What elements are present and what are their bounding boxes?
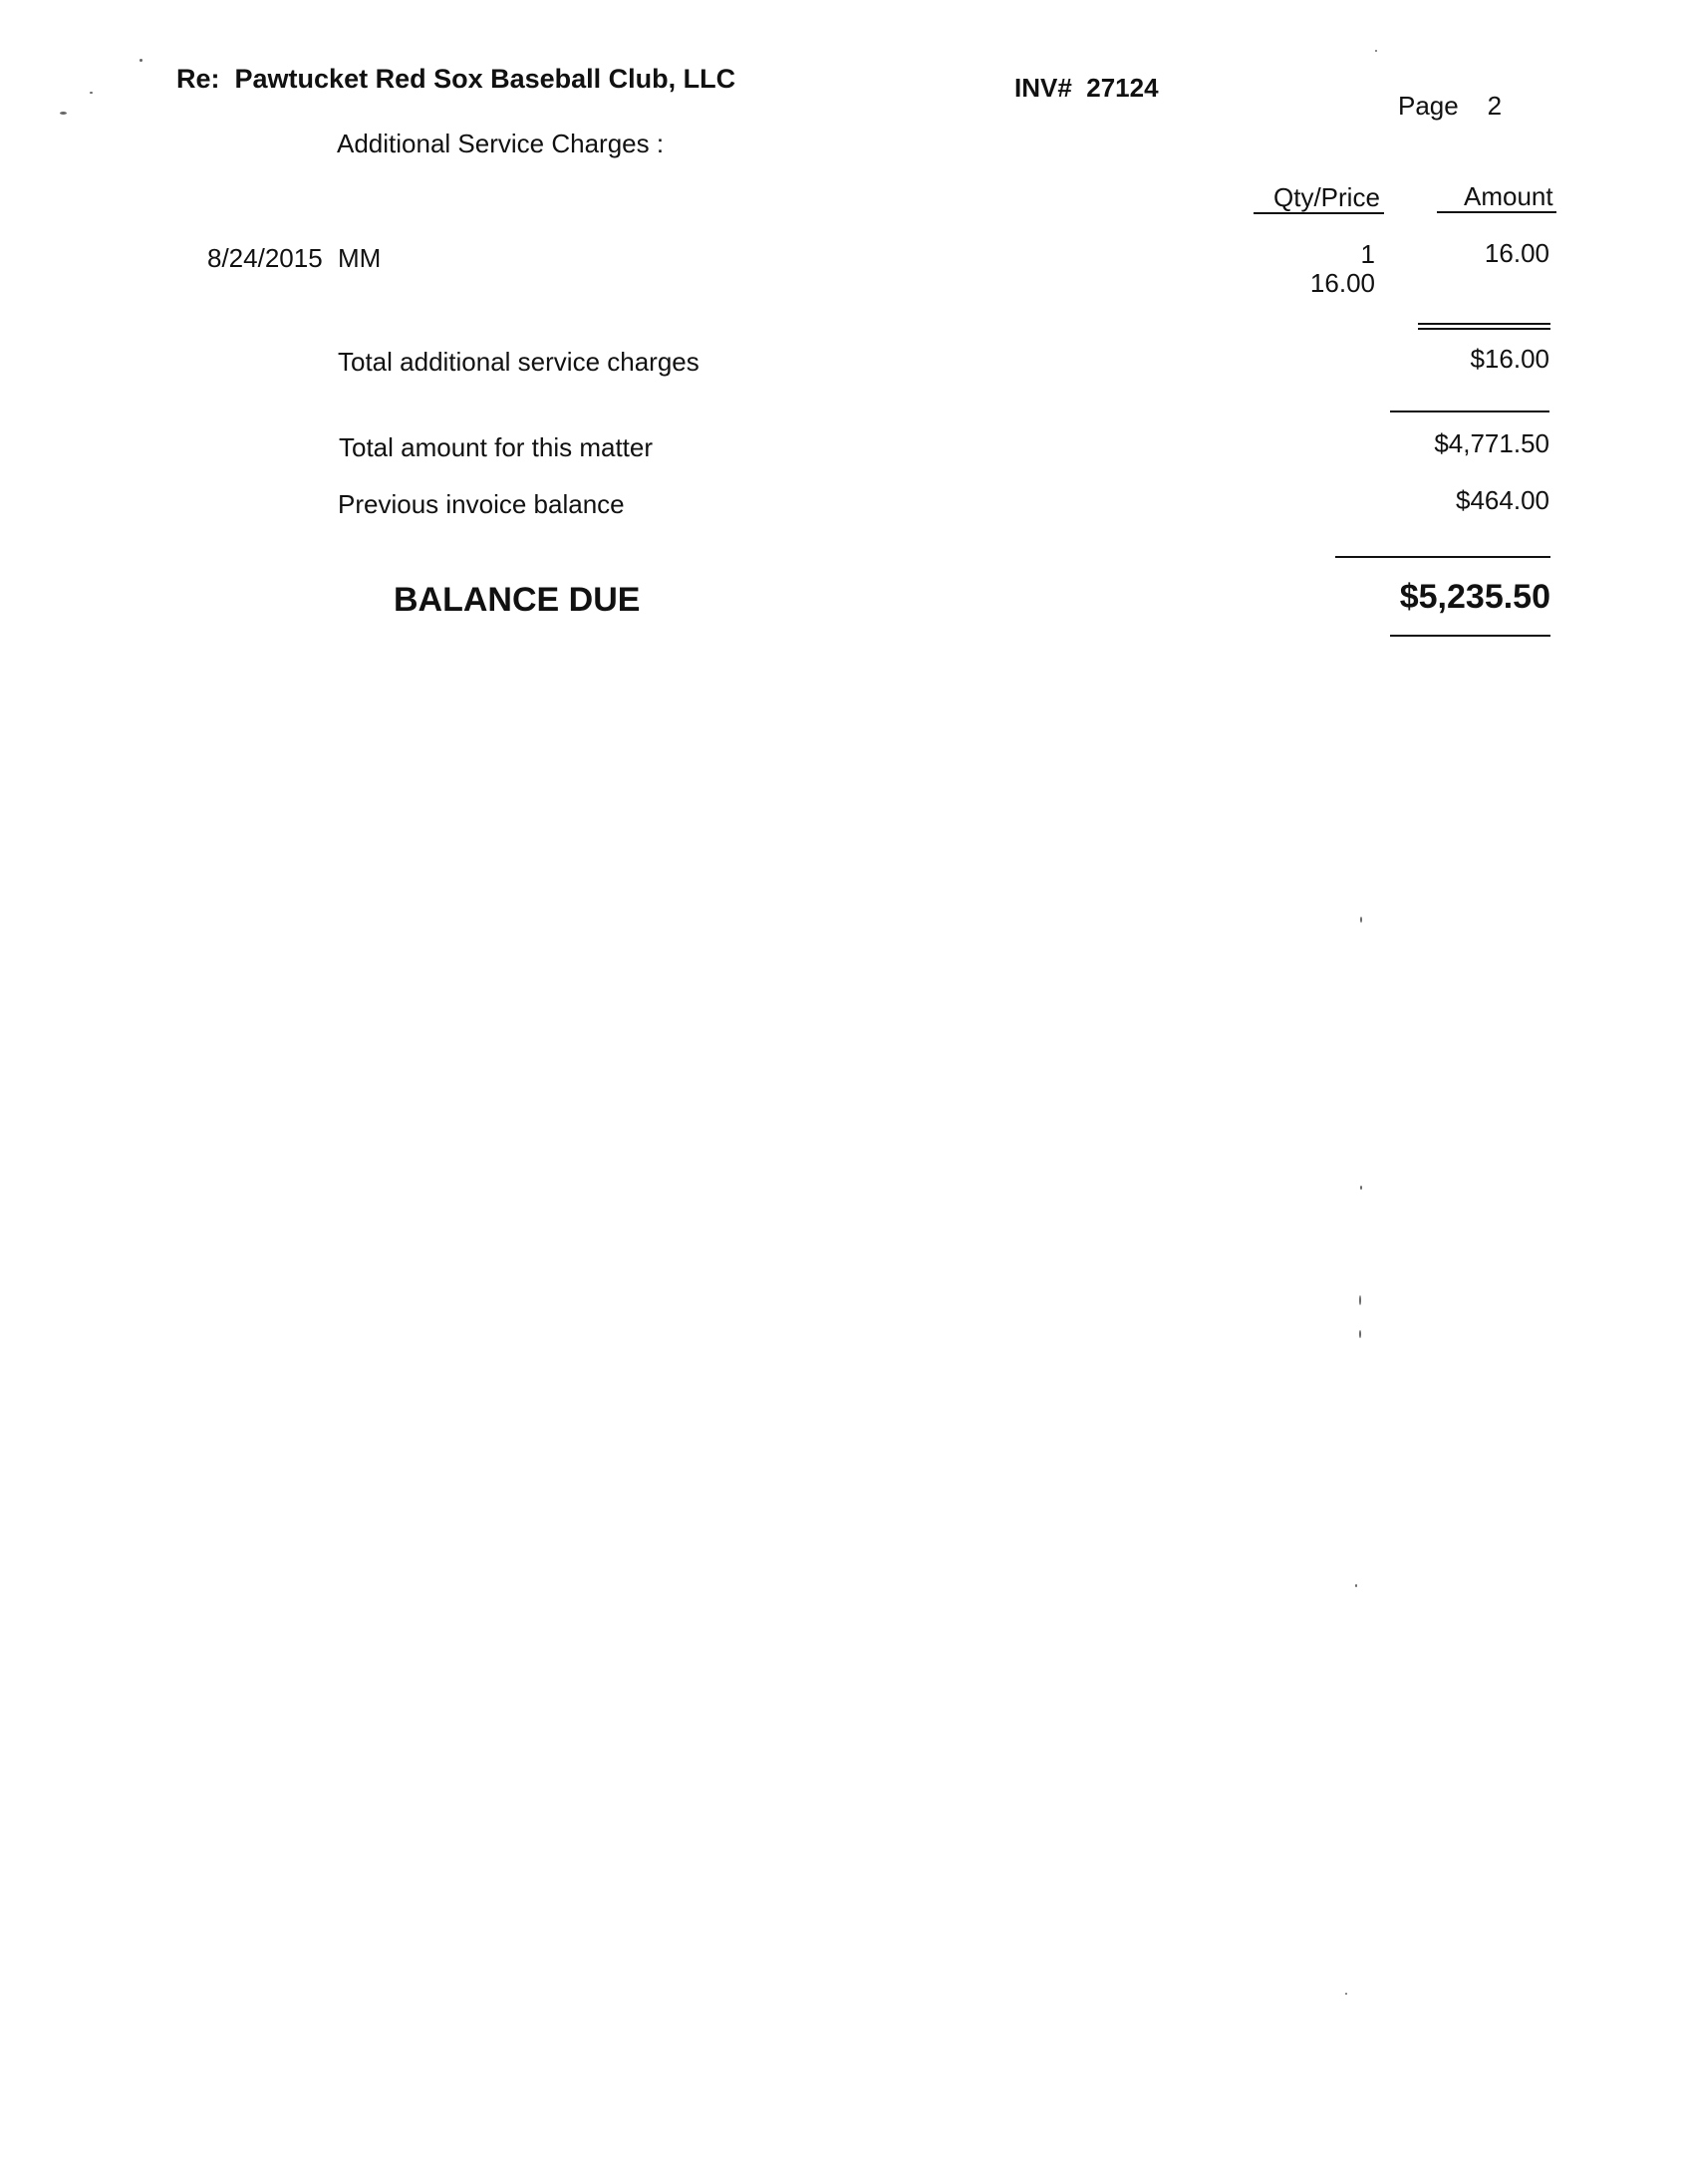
total-matter-label: Total amount for this matter: [339, 432, 654, 462]
total-matter-value: $4,771.50: [1434, 428, 1549, 458]
section-title: Additional Service Charges :: [337, 129, 665, 158]
scan-speck: [1359, 1295, 1361, 1305]
entry-qty: 1: [1360, 239, 1375, 269]
balance-underline: [1390, 635, 1550, 637]
previous-balance-value: $464.00: [1456, 485, 1549, 515]
scan-speck: [60, 112, 67, 115]
column-header-qty-price: Qty/Price: [1273, 182, 1380, 212]
client-name: Pawtucket Red Sox Baseball Club, LLC: [234, 64, 736, 94]
scan-speck: [1345, 1993, 1347, 1995]
scan-speck: [1375, 50, 1377, 52]
page-indicator: [1398, 91, 1502, 122]
invoice-label: INV#: [1014, 73, 1072, 103]
scan-speck: [140, 59, 142, 62]
scan-speck: [90, 92, 93, 94]
scan-speck: [1360, 1186, 1362, 1190]
column-header-underline: [1254, 212, 1384, 214]
total-additional-label: Total additional service charges: [338, 347, 700, 377]
balance-rule: [1335, 556, 1550, 558]
scan-speck: [1359, 1330, 1361, 1338]
re-label: Re:: [176, 64, 220, 94]
invoice-number: [1014, 73, 1159, 104]
invoice-value: 27124: [1086, 73, 1159, 103]
column-header-underline: [1437, 211, 1556, 213]
matter-total-rule: [1390, 410, 1549, 412]
scan-speck: [1360, 917, 1362, 923]
total-additional-value: $16.00: [1470, 344, 1549, 374]
entry-price: 16.00: [1309, 268, 1375, 298]
page-number: 2: [1487, 91, 1503, 121]
scan-speck: [1355, 1584, 1357, 1587]
re-line: [176, 64, 735, 95]
entry-code: MM: [338, 243, 382, 273]
page-label: Page: [1398, 91, 1459, 121]
balance-due-value: $5,235.50: [1399, 578, 1550, 616]
column-header-amount: Amount: [1464, 181, 1553, 211]
entry-amount: 16.00: [1484, 238, 1549, 268]
subtotal-double-rule: [1418, 328, 1550, 330]
entry-date: 8/24/2015: [207, 243, 323, 273]
subtotal-double-rule: [1418, 323, 1550, 325]
balance-due-label: BALANCE DUE: [394, 581, 641, 619]
previous-balance-label: Previous invoice balance: [338, 489, 625, 519]
